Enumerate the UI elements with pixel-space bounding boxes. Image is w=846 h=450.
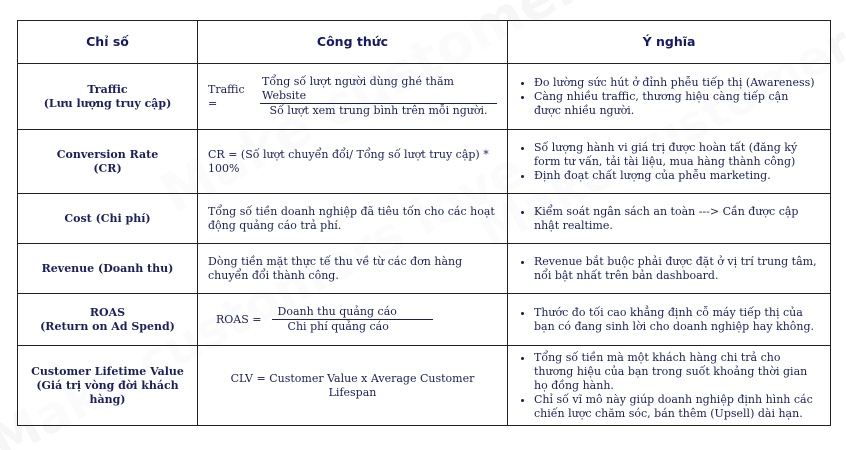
metric-name: Customer Lifetime Value [31,364,184,378]
list-item: • Thước đo tối cao khẳng định cỗ máy tiếp thị của bạn có đang sinh lời cho doanh nghiệp hay không. [534,306,818,334]
formula-text: Tổng số tiền doanh nghiệp đã tiêu tốn cho các hoạt động quảng cáo trả phí. [208,204,495,232]
formula-prefix: Traffic = [208,82,245,110]
numerator: Doanh thu quảng cáo [272,305,433,320]
meaning-list [522,141,818,183]
formula-cell [198,194,508,244]
formula-prefix: ROAS = [216,312,262,326]
metric-cell [18,64,198,130]
meaning-list [522,205,818,233]
table-row [18,346,831,426]
metric-name: Revenue (Doanh thu) [41,261,174,275]
meaning-list [522,306,818,334]
meaning-cell [508,346,831,426]
table-row [18,294,831,346]
formula-cell [198,244,508,294]
metric-subname: (Lưu lượng truy cập) [43,96,172,110]
formula-text: CLV = Customer Value x Average Customer Lifespan [230,371,475,399]
metric-subname: (Giá trị vòng đời khách hàng) [36,378,179,406]
meaning-cell [508,194,831,244]
numerator: Tổng số lượt người dùng ghé thăm Website [260,75,497,104]
denominator: Chi phí quảng cáo [287,320,389,333]
list-item: • Chỉ số vĩ mô này giúp doanh nghiệp định hình các chiến lược chăm sóc, bán thêm (Upsell) dài hạn. [534,393,818,421]
formula-cell [198,64,508,130]
metric-name: Conversion Rate [56,147,159,161]
list-item: • Revenue bắt buộc phải được đặt ở vị trí trung tâm, nổi bật nhất trên bản dashboard. [534,255,818,283]
fraction [272,305,433,334]
denominator: Số lượt xem trung bình trên mỗi người. [269,104,488,117]
metric-cell [18,194,198,244]
fraction-formula [208,75,497,118]
metric-name: Cost (Chi phí) [64,211,151,225]
table-row [18,244,831,294]
meaning-list [522,255,818,283]
list-item: • Tổng số tiền mà một khách hàng chi trả cho thương hiệu của bạn trong suốt khoảng thời gian họ đồng hành. [534,351,818,393]
metric-name: ROAS [89,305,126,319]
table-row [18,64,831,130]
meaning-cell [508,294,831,346]
metric-subname: (Return on Ad Spend) [40,319,175,333]
formula-cell [198,130,508,194]
metrics-table [17,20,831,426]
table-row [18,194,831,244]
formula-text: CR = (Số lượt chuyển đổi/ Tổng số lượt truy cập) * 100% [208,147,489,175]
meaning-cell [508,64,831,130]
metric-subname: (CR) [93,161,122,175]
metric-cell [18,130,198,194]
header-meaning: Ý nghĩa [508,21,831,64]
metric-cell [18,244,198,294]
list-item: • Số lượng hành vi giá trị được hoàn tất (đăng ký form tư vấn, tải tài liệu, mua hàng thành công) [534,141,818,169]
meaning-list [522,351,818,421]
list-item: • Kiểm soát ngân sách an toàn ---> Cần được cập nhật realtime. [534,205,818,233]
list-item: • Đo lường sức hút ở đỉnh phễu tiếp thị (Awareness) [534,76,818,90]
formula-text: Dòng tiền mặt thực tế thu về từ các đơn hàng chuyển đổi thành công. [208,254,463,282]
meaning-cell [508,244,831,294]
header-metric: Chỉ số [18,21,198,64]
metric-cell [18,294,198,346]
formula-cell [198,346,508,426]
list-item: • Càng nhiều traffic, thương hiệu càng tiếp cận được nhiều người. [534,90,818,118]
list-item: • Định đoạt chất lượng của phễu marketing. [534,169,818,183]
fraction-formula [208,305,497,334]
fraction [260,75,497,118]
metric-cell [18,346,198,426]
meaning-cell [508,130,831,194]
meaning-list [522,76,818,118]
table-header-row [18,21,831,64]
metric-name: Traffic [87,82,128,96]
header-formula: Công thức [198,21,508,64]
formula-cell [198,294,508,346]
table-row [18,130,831,194]
